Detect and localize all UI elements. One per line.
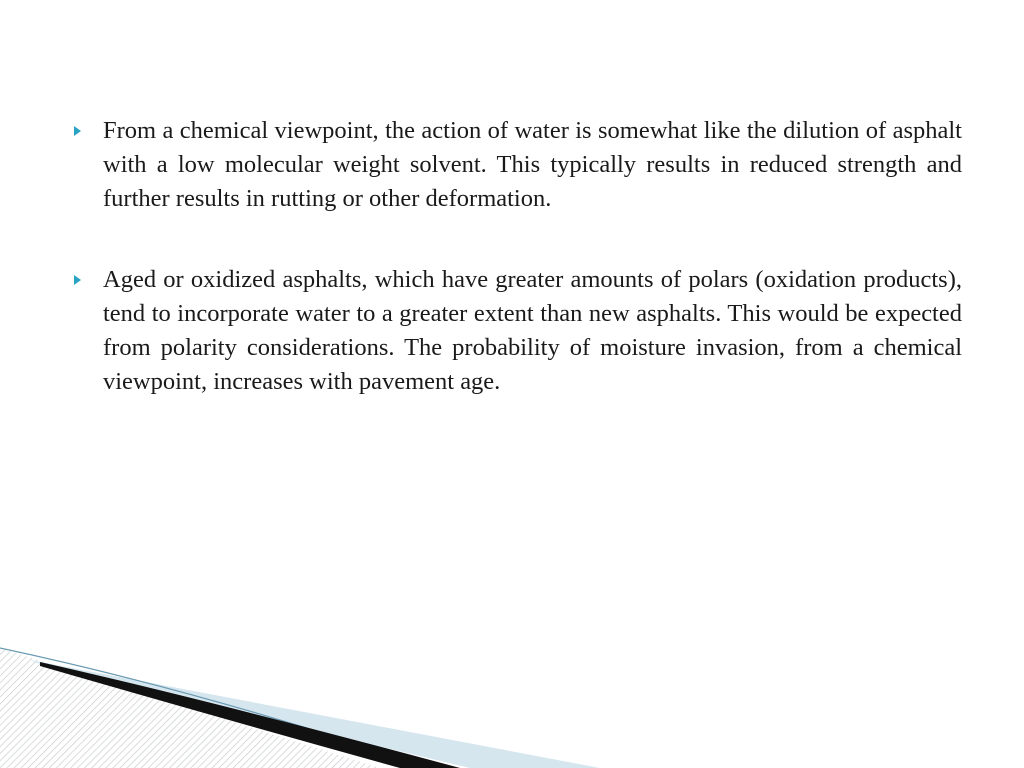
triangle-bullet-icon <box>74 126 81 136</box>
bullet-item-2 <box>72 263 962 400</box>
bullet-text-1: From a chemical viewpoint, the action of water is somewhat like the dilution of asphalt with a low molecular weight solvent. This typically results in reduced strength and further results in rutting or other deformation. <box>103 117 962 213</box>
slide-body <box>72 114 962 445</box>
bullet-text-2: Aged or oxidized asphalts, which have greater amounts of polars (oxidation products), tend to incorporate water to a greater extent than new asphalts. This would be expected from polarity considerations. The probability of moisture invasion, from a chemical viewpoint, increases with pavement age. <box>103 265 962 396</box>
bullet-item-1 <box>72 114 962 217</box>
decorative-swoosh <box>0 640 1024 768</box>
triangle-bullet-icon <box>74 275 81 285</box>
